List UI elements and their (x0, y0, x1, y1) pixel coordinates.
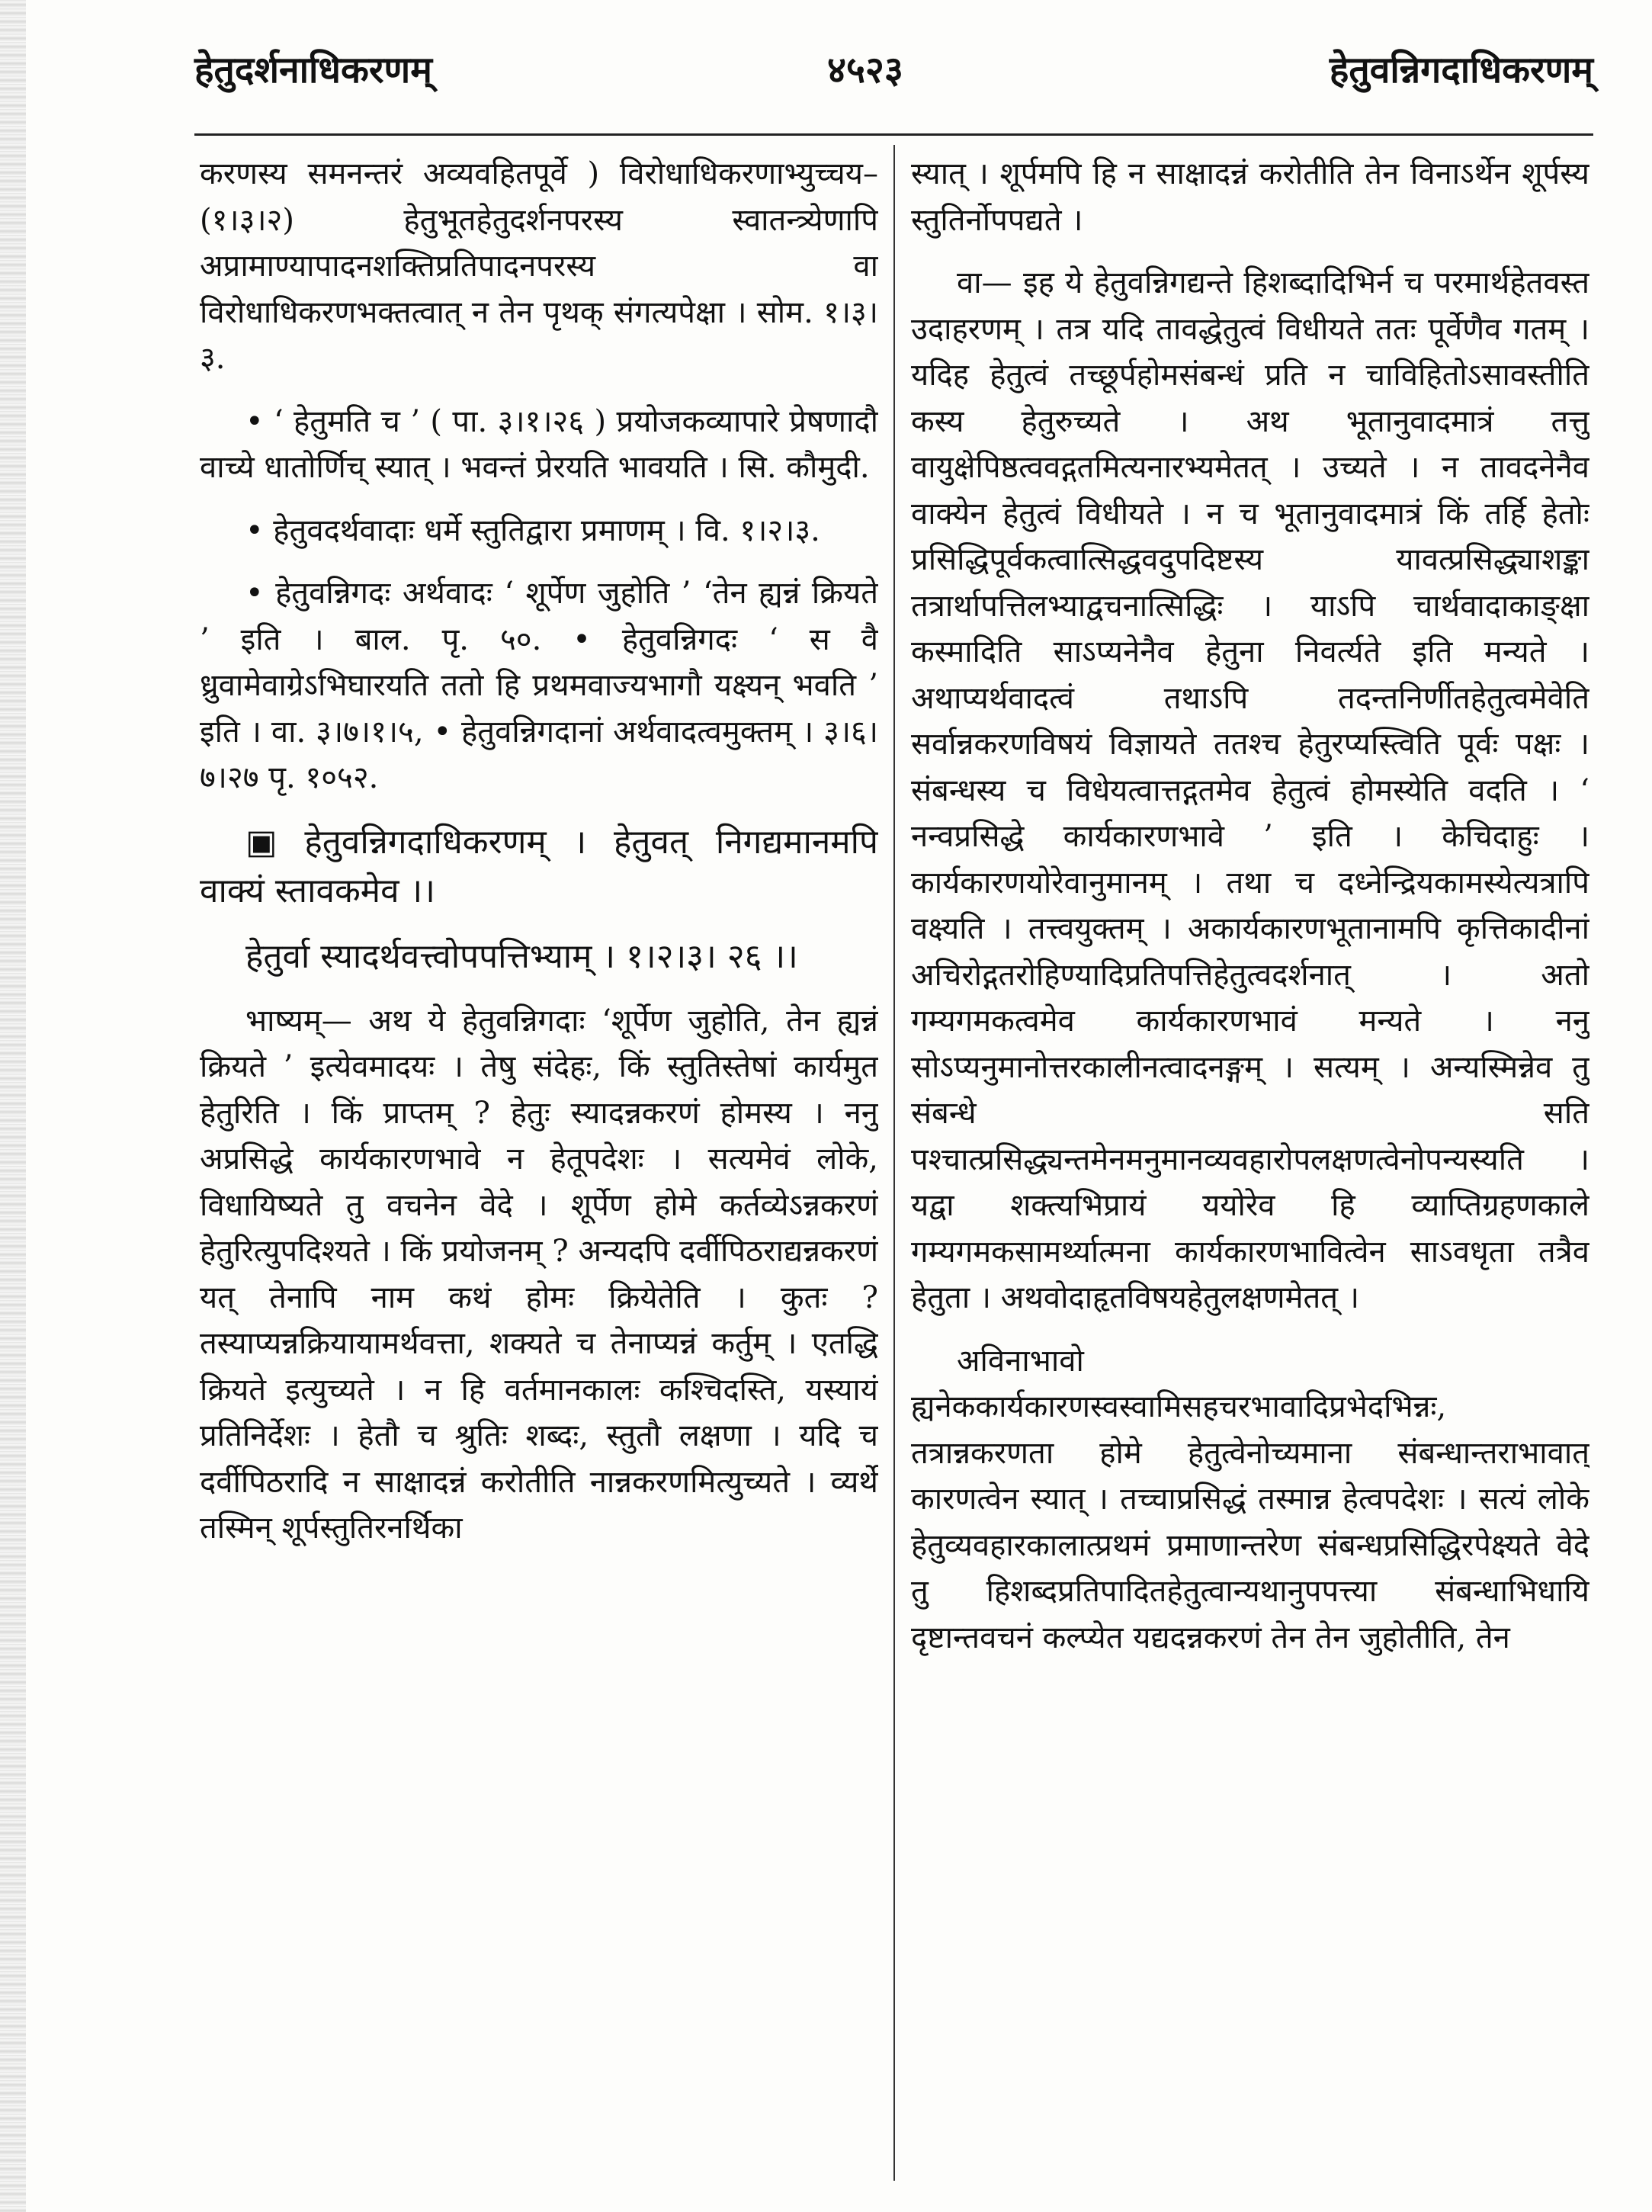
header-right-title: हेतुवन्निगदाधिकरणम् (1329, 49, 1593, 91)
left-paragraph: भाष्यम्— अथ ये हेतुवन्निगदाः ‘शूर्पेण जुहोति, तेन ह्यन्नं क्रियते ’ इत्येवमादयः । तेषु संदेहः, किं स्तुतिस्तेषां कार्यमुत हेतुरिति । किं प्राप्तम् ? हेतुः स्यादन्नकरणं होमस्य । ननु अप्रसिद्धे कार्यकारणभावे न हेतूपदेशः । सत्यमेवं लोके, विधायिष्यते तु वचनेन वेदे । शूर्पेण होमे कर्तव्येऽन्नकरणं हेतुरित्युपदिश्यते । किं प्रयोजनम् ? अन्यदपि दर्वीपिठराद्यन्नकरणं यत् तेनापि नाम कथं होमः क्रियेतेति । कुतः ? तस्याप्यन्नक्रियायामर्थवत्ता, शक्यते च तेनाप्यन्नं कर्तुम् । एतद्धि क्रियते इत्युच्यते । न हि वर्तमानकालः कश्चिदस्ति, यस्यायं प्रतिनिर्देशः । हेतौ च श्रुतिः शब्दः, स्तुतौ लक्षणा । यदि च दर्वीपिठरादि न साक्षादन्नं करोतीति नान्नकरणमित्युच्यते । व्यर्थे तस्मिन् शूर्पस्तुतिरनर्थिका (200, 1003, 878, 1546)
header-left-title: हेतुदर्शनाधिकरणम् (194, 49, 432, 91)
header-rule (194, 133, 1593, 136)
right-column (911, 151, 1589, 2202)
left-section-heading: ▣ हेतुवन्निगदाधिकरणम् । हेतुवत् निगद्यमानमपि वाक्यं स्तावकमेव ।। (200, 822, 878, 910)
left-sutra: हेतुर्वा स्यादर्थवत्त्वोपपत्तिभ्याम् । १।२।३। २६ ।। (245, 936, 798, 976)
left-paragraph: • हेतुवन्निगदः अर्थवादः ‘ शूर्पेण जुहोति ’ ‘तेन ह्यन्नं क्रियते ’ इति । बाल. पृ. ५०. • हेतुवन्निगदः ‘ स वै ध्रुवामेवाग्रेऽभिघारयति ततो हि प्रथमवाज्यभागौ यक्ष्यन् भवति ’ इति । वा. ३।७।१।५, • हेतुवन्निगदानां अर्थवादत्वमुक्तम् । ३।६।७।२७ पृ. १०५२. (200, 576, 878, 795)
left-paragraph: • हेतुवदर्थवादाः धर्मे स्तुतिद्वारा प्रमाणम् । वि. १।२।३. (245, 512, 820, 548)
running-head (194, 44, 1593, 105)
left-paragraph: • ‘ हेतुमति च ’ ( पा. ३।१।२६ ) प्रयोजकव्यापारे प्रेषणादौ वाच्ये धातोर्णिच् स्यात् । भवन्तं प्रेरयति भावयति । सि. कौमुदी. (200, 403, 878, 485)
right-paragraph: अविनाभावो ह्यनेककार्यकारणस्वस्वामिसहचरभावादिप्रभेदभिन्नः, तत्रान्नकरणता होमे हेतुत्वेनोच्यमाना संबन्धान्तराभावात् कारणत्वेन स्यात् । तच्चाप्रसिद्धं तस्मान्न हेत्वपदेशः । सत्यं लोके हेतुव्यवहारकालात्प्रथमं प्रमाणान्तरेण संबन्धप्रसिद्धिरपेक्ष्यते वेदे तु हिशब्दप्रतिपादितहेतुत्वान्यथानुपपत्त्या संबन्धाभिधायि दृष्टान्तवचनं कल्प्येत यद्यदन्नकरणं तेन तेन जुहोतीति, तेन (911, 1343, 1589, 1655)
left-column (200, 151, 878, 2202)
page-number: ४५२३ (827, 49, 903, 91)
scan-binding-edge (0, 0, 26, 2212)
right-paragraph: वा— इह ये हेतुवन्निगद्यन्ते हिशब्दादिभिर्न च परमार्थहेतवस्त उदाहरणम् । तत्र यदि तावद्धेतुत्वं विधीयते ततः पूर्वेणैव गतम् । यदिह हेतुत्वं तच्छूर्पहोमसंबन्धं प्रति न चाविहितोऽसावस्तीति कस्य हेतुरुच्यते । अथ भूतानुवादमात्रं तत्तु वायुक्षेपिष्ठत्ववद्गतमित्यनारभ्यमेतत् । उच्यते । न तावदनेनैव वाक्येन हेतुत्वं विधीयते । न च भूतानुवादमात्रं किं तर्हि हेतोः प्रसिद्धिपूर्वकत्वात्सिद्धवदुपदिष्टस्य यावत्प्रसिद्ध्याशङ्का तत्रार्थापत्तिलभ्याद्वचनात्सिद्धिः । याऽपि चार्थवादाकाङ्क्षा कस्मादिति साऽप्यनेनैव हेतुना निवर्त्यते इति मन्यते । अथाप्यर्थवादत्वं तथाऽपि तदन्तनिर्णीतहेतुत्वमेवेति सर्वान्नकरणविषयं विज्ञायते ततश्च हेतुरप्यस्त्विति पूर्वः पक्षः । संबन्धस्य च विधेयत्वात्तद्गतमेव हेतुत्वं होमस्येति वदति । ‘ नन्वप्रसिद्धे कार्यकारणभावे ’ इति । केचिदाहुः । कार्यकारणयोरेवानुमानम् । तथा च दध्नेन्द्रियकामस्येत्यत्रापि वक्ष्यति । तत्त्वयुक्तम् । अकार्यकारणभूतानामपि कृत्तिकादीनां अचिरोद्गतरोहिण्यादिप्रतिपत्तिहेतुत्वदर्शनात् । अतो गम्यगमकत्वमेव कार्यकारणभावं मन्यते । ननु सोऽप्यनुमानोत्तरकालीनत्वादनङ्गम् । सत्यम् । अन्यस्मिन्नेव तु संबन्धे सति पश्चात्प्रसिद्ध्यन्तमेनमनुमानव्यवहारोपलक्षणत्वेनोपन्यस्यति । यद्वा शक्त्यभिप्रायं ययोरेव हि व्याप्तिग्रहणकाले गम्यगमकसामर्थ्यात्मना कार्यकारणभावित्वेन साऽवधृता तत्रैव हेतुता । अथवोदाहृतविषयहेतुलक्षणमेतत् । (911, 265, 1589, 1315)
left-paragraph: करणस्य समनन्तरं अव्यवहितपूर्वे ) विरोधाधिकरणाभ्युच्चय– (१।३।२) हेतुभूतहेतुदर्शनपरस्य स्वातन्त्र्येणापि अप्रामाण्यापादनशक्तिप्रतिपादनपरस्य वा विरोधाधिकरणभक्तत्वात् न तेन पृथक् संगत्यपेक्षा । सोम. १।३।३. (200, 156, 878, 376)
column-divider (893, 145, 895, 2181)
right-paragraph: स्यात् । शूर्पमपि हि न साक्षादन्नं करोतीति तेन विनाऽर्थेन शूर्पस्य स्तुतिर्नोपपद्यते । (911, 156, 1589, 238)
